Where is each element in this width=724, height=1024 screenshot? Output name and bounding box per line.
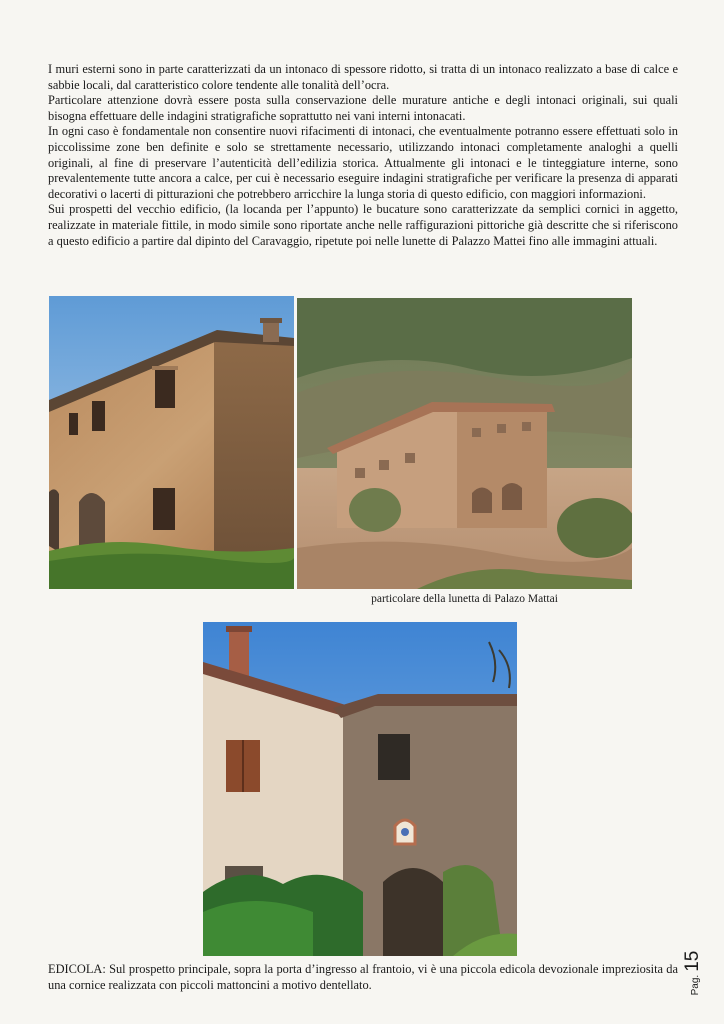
page-number-value: 15 [682, 950, 703, 972]
page-number [682, 948, 712, 998]
photo-lunette-painting [297, 298, 632, 589]
edicola-text: Sul prospetto principale, sopra la porta d’ingresso al frantoio, vi è una piccola edicola devozionale impreziosita da una cornice realizzata con piccoli mattoncini a motivo dentellato. [48, 962, 678, 992]
paragraph-prospetti: Sui prospetti del vecchio edificio, (la locanda per l’appunto) le bucature sono caratterizzate da semplici cornici in aggetto, realizzate in materiale fittile, in modo simile sono riportate anche nelle raffigurazioni pittoriche già descritte che si riferiscono a questo edificio a partire dal dipinto del Caravaggio, ripetute poi nelle lunette di Palazzo Mattei fino alle immagini attuali. [48, 202, 678, 248]
photo-old-house [49, 296, 294, 589]
page-number-label: Pag. [690, 974, 701, 996]
paragraph-intonaco: I muri esterni sono in parte caratterizzati da un intonaco di spessore ridotto, si tratta di un intonaco realizzato a base di calce e sabbie locali, dal caratteristico colore tendente alle tonalità dell’ocra. [48, 62, 678, 92]
paragraph-rifacimenti: In ogni caso è fondamentale non consentire nuovi rifacimenti di intonaci, che eventualmente potranno essere effettuati solo in piccolissime zone ben definite e solo se strettamente necessario, utilizzando intonaci completamente analoghi a quelli originali, al fine di preservare l’autenticità dell’edilizia storica. Attualmente gli intonaci e le tinteggiature interne, sono prevalentemente tutte ancora a calce, per cui è necessario eseguire indagini stratigrafiche per verificare la presenza di apparati decorativi o lacerti di pitturazioni che potrebbero arricchire la lunga storia di questo edificio, con maggiori informazioni. [48, 124, 678, 201]
edicola-description [48, 962, 678, 993]
caption-lunetta: particolare della lunetta di Palazo Mattai [371, 593, 558, 605]
edicola-label: EDICOLA: [48, 962, 106, 976]
photo-edicola-facade [203, 622, 517, 956]
paragraph-conservazione: Particolare attenzione dovrà essere posta sulla conservazione delle murature antiche e degli intonaci originali, sui quali bisogna effettuare delle indagini stratigrafiche soprattutto nei vani interni intonacati. [48, 93, 678, 123]
body-text [48, 62, 678, 249]
